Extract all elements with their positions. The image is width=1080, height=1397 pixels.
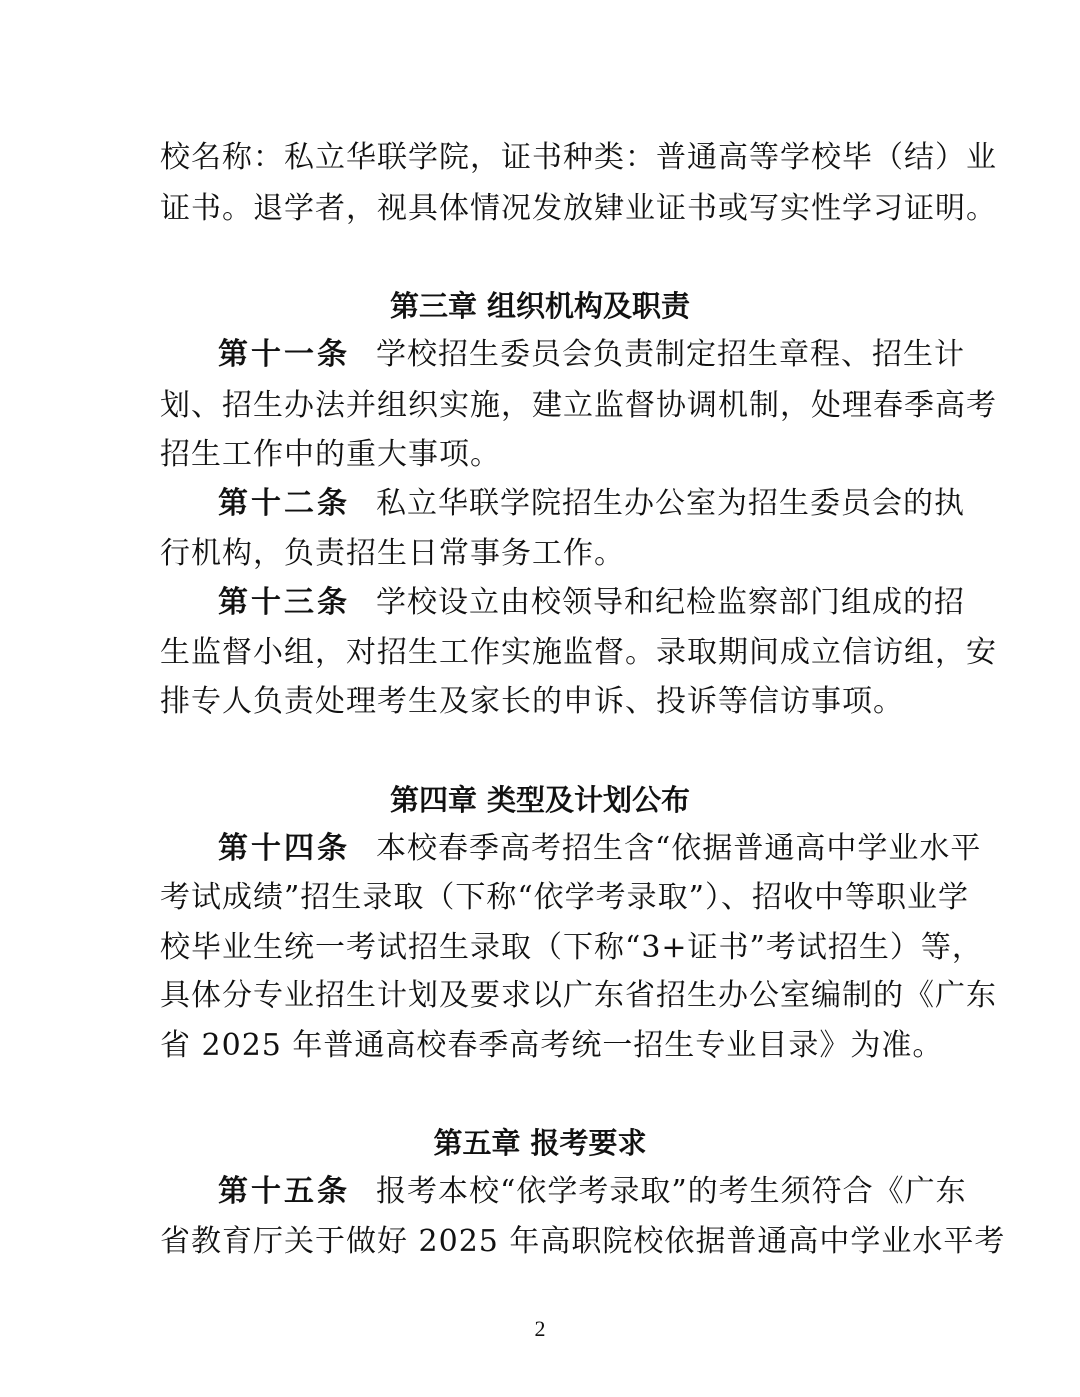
article-13-line-1 bbox=[218, 583, 965, 623]
article-14-line-2: 考试成绩”招生录取（下称“依学考录取”）、招收中等职业学 bbox=[160, 880, 970, 915]
article-14-line-3: 校毕业生统一考试招生录取（下称“3+证书”考试招生）等， bbox=[160, 930, 983, 965]
article-15-label: 第十五条 bbox=[218, 1174, 350, 1209]
article-14-text-1: 本校春季高考招生含“依据普通高中学业水平 bbox=[376, 831, 982, 866]
article-12-label: 第十二条 bbox=[218, 486, 350, 521]
article-13-line-2: 生监督小组，对招生工作实施监督。录取期间成立信访组，安 bbox=[160, 635, 997, 670]
article-14-label: 第十四条 bbox=[218, 831, 350, 866]
article-12-text-1: 私立华联学院招生办公室为招生委员会的执 bbox=[376, 486, 965, 521]
article-11-text-1: 学校招生委员会负责制定招生章程、招生计 bbox=[376, 337, 965, 372]
chapter-5-heading: 第五章 报考要求 bbox=[433, 1126, 647, 1160]
intro-line-1: 校名称：私立华联学院，证书种类：普通高等学校毕（结）业 bbox=[160, 140, 997, 175]
article-15-text-1: 报考本校“依学考录取”的考生须符合《广东 bbox=[376, 1174, 967, 1209]
article-14-line-4: 具体分专业招生计划及要求以广东省招生办公室编制的《广东 bbox=[160, 978, 997, 1013]
article-11-line-1 bbox=[218, 335, 965, 375]
article-13-text-1: 学校设立由校领导和纪检监察部门组成的招 bbox=[376, 585, 965, 620]
article-15-line-2: 省教育厅关于做好 2025 年高职院校依据普通高中学业水平考 bbox=[160, 1224, 1006, 1259]
article-13-label: 第十三条 bbox=[218, 585, 350, 620]
article-12-line-1 bbox=[218, 484, 965, 524]
page-number: 2 bbox=[534, 1316, 546, 1341]
article-15-line-1 bbox=[218, 1172, 967, 1212]
chapter-3-heading: 第三章 组织机构及职责 bbox=[389, 289, 691, 323]
article-12-line-2: 行机构，负责招生日常事务工作。 bbox=[160, 536, 625, 571]
article-14-line-1 bbox=[218, 829, 982, 869]
article-13-line-3: 排专人负责处理考生及家长的申诉、投诉等信访事项。 bbox=[160, 684, 904, 719]
article-11-line-2: 划、招生办法并组织实施，建立监督协调机制，处理春季高考 bbox=[160, 388, 997, 423]
chapter-4-heading: 第四章 类型及计划公布 bbox=[389, 783, 691, 817]
article-14-line-5: 省 2025 年普通高校春季高考统一招生专业目录》为准。 bbox=[160, 1028, 944, 1063]
article-11-label: 第十一条 bbox=[218, 337, 350, 372]
intro-line-2: 证书。退学者，视具体情况发放肄业证书或写实性学习证明。 bbox=[160, 191, 997, 226]
article-11-line-3: 招生工作中的重大事项。 bbox=[160, 437, 501, 472]
